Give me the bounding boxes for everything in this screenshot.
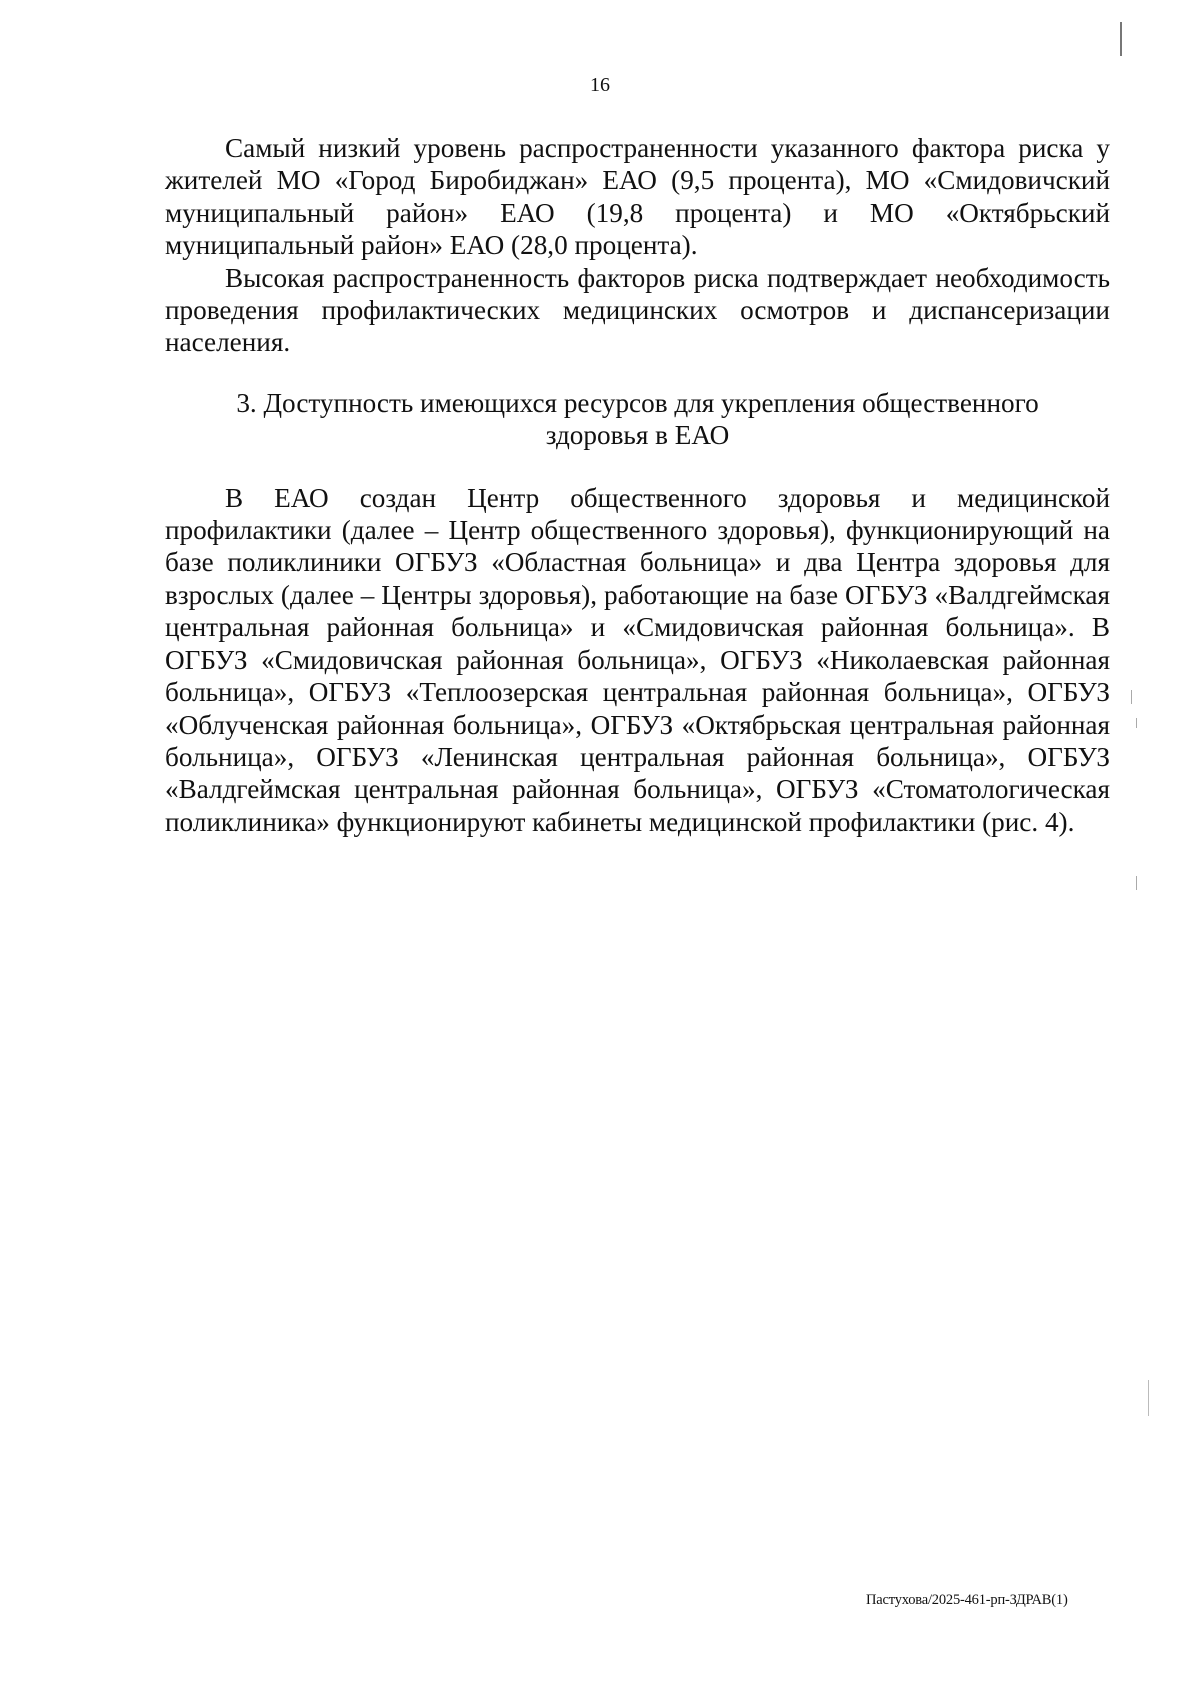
paragraph-risk-factor-high: Высокая распространенность факторов риска подтверждает необходимость проведения профилактических медицинских осмотров и диспансеризации населения.: [165, 262, 1110, 358]
paragraph-health-centers: В ЕАО создан Центр общественного здоровья и медицинской профилактики (далее – Центр общественного здоровья), функционирующий на базе поликлиники ОГБУЗ «Областная больница» и два Центра здоровья для взрослых (далее – Центры здоровья), работающие на базе ОГБУЗ «Валдгеймская центральная районная больница» и «Смидовичская районная больница». В ОГБУЗ «Смидовичская районная больница», ОГБУЗ «Николаевская районная больница», ОГБУЗ «Теплоозерская центральная районная больница», ОГБУЗ «Облученская районная больница», ОГБУЗ «Октябрьская центральная районная больница», ОГБУЗ «Ленинская центральная районная больница», ОГБУЗ «Валдгеймская центральная районная больница», ОГБУЗ «Стоматологическая поликлиника» функционируют кабинеты медицинской профилактики (рис. 4).: [165, 482, 1110, 837]
paragraph-risk-factor-lowest: Самый низкий уровень распространенности указанного фактора риска у жителей МО «Город Биробиджан» ЕАО (9,5 процента), МО «Смидовичский муниципальный район» ЕАО (19,8 процента) и МО «Октябрьский муниципальный район» ЕАО (28,0 процента).: [165, 133, 1110, 261]
scan-margin-mark-top: [1120, 22, 1122, 56]
section-title: [165, 387, 1110, 452]
section-title-line-1: 3. Доступность имеющихся ресурсов для укрепления общественного: [236, 387, 1039, 418]
scan-margin-mark-2: [1136, 718, 1137, 728]
document-body: [165, 132, 1110, 838]
scan-margin-mark-3: [1136, 876, 1137, 890]
section-title-line-2: здоровья в ЕАО: [545, 420, 730, 451]
footer-document-reference: Пастухова/2025-461-рп-ЗДРАВ(1): [866, 1592, 1068, 1608]
scan-margin-mark-4: [1148, 1380, 1149, 1416]
scan-margin-mark-1: [1131, 690, 1132, 704]
page-number: 16: [590, 74, 610, 96]
